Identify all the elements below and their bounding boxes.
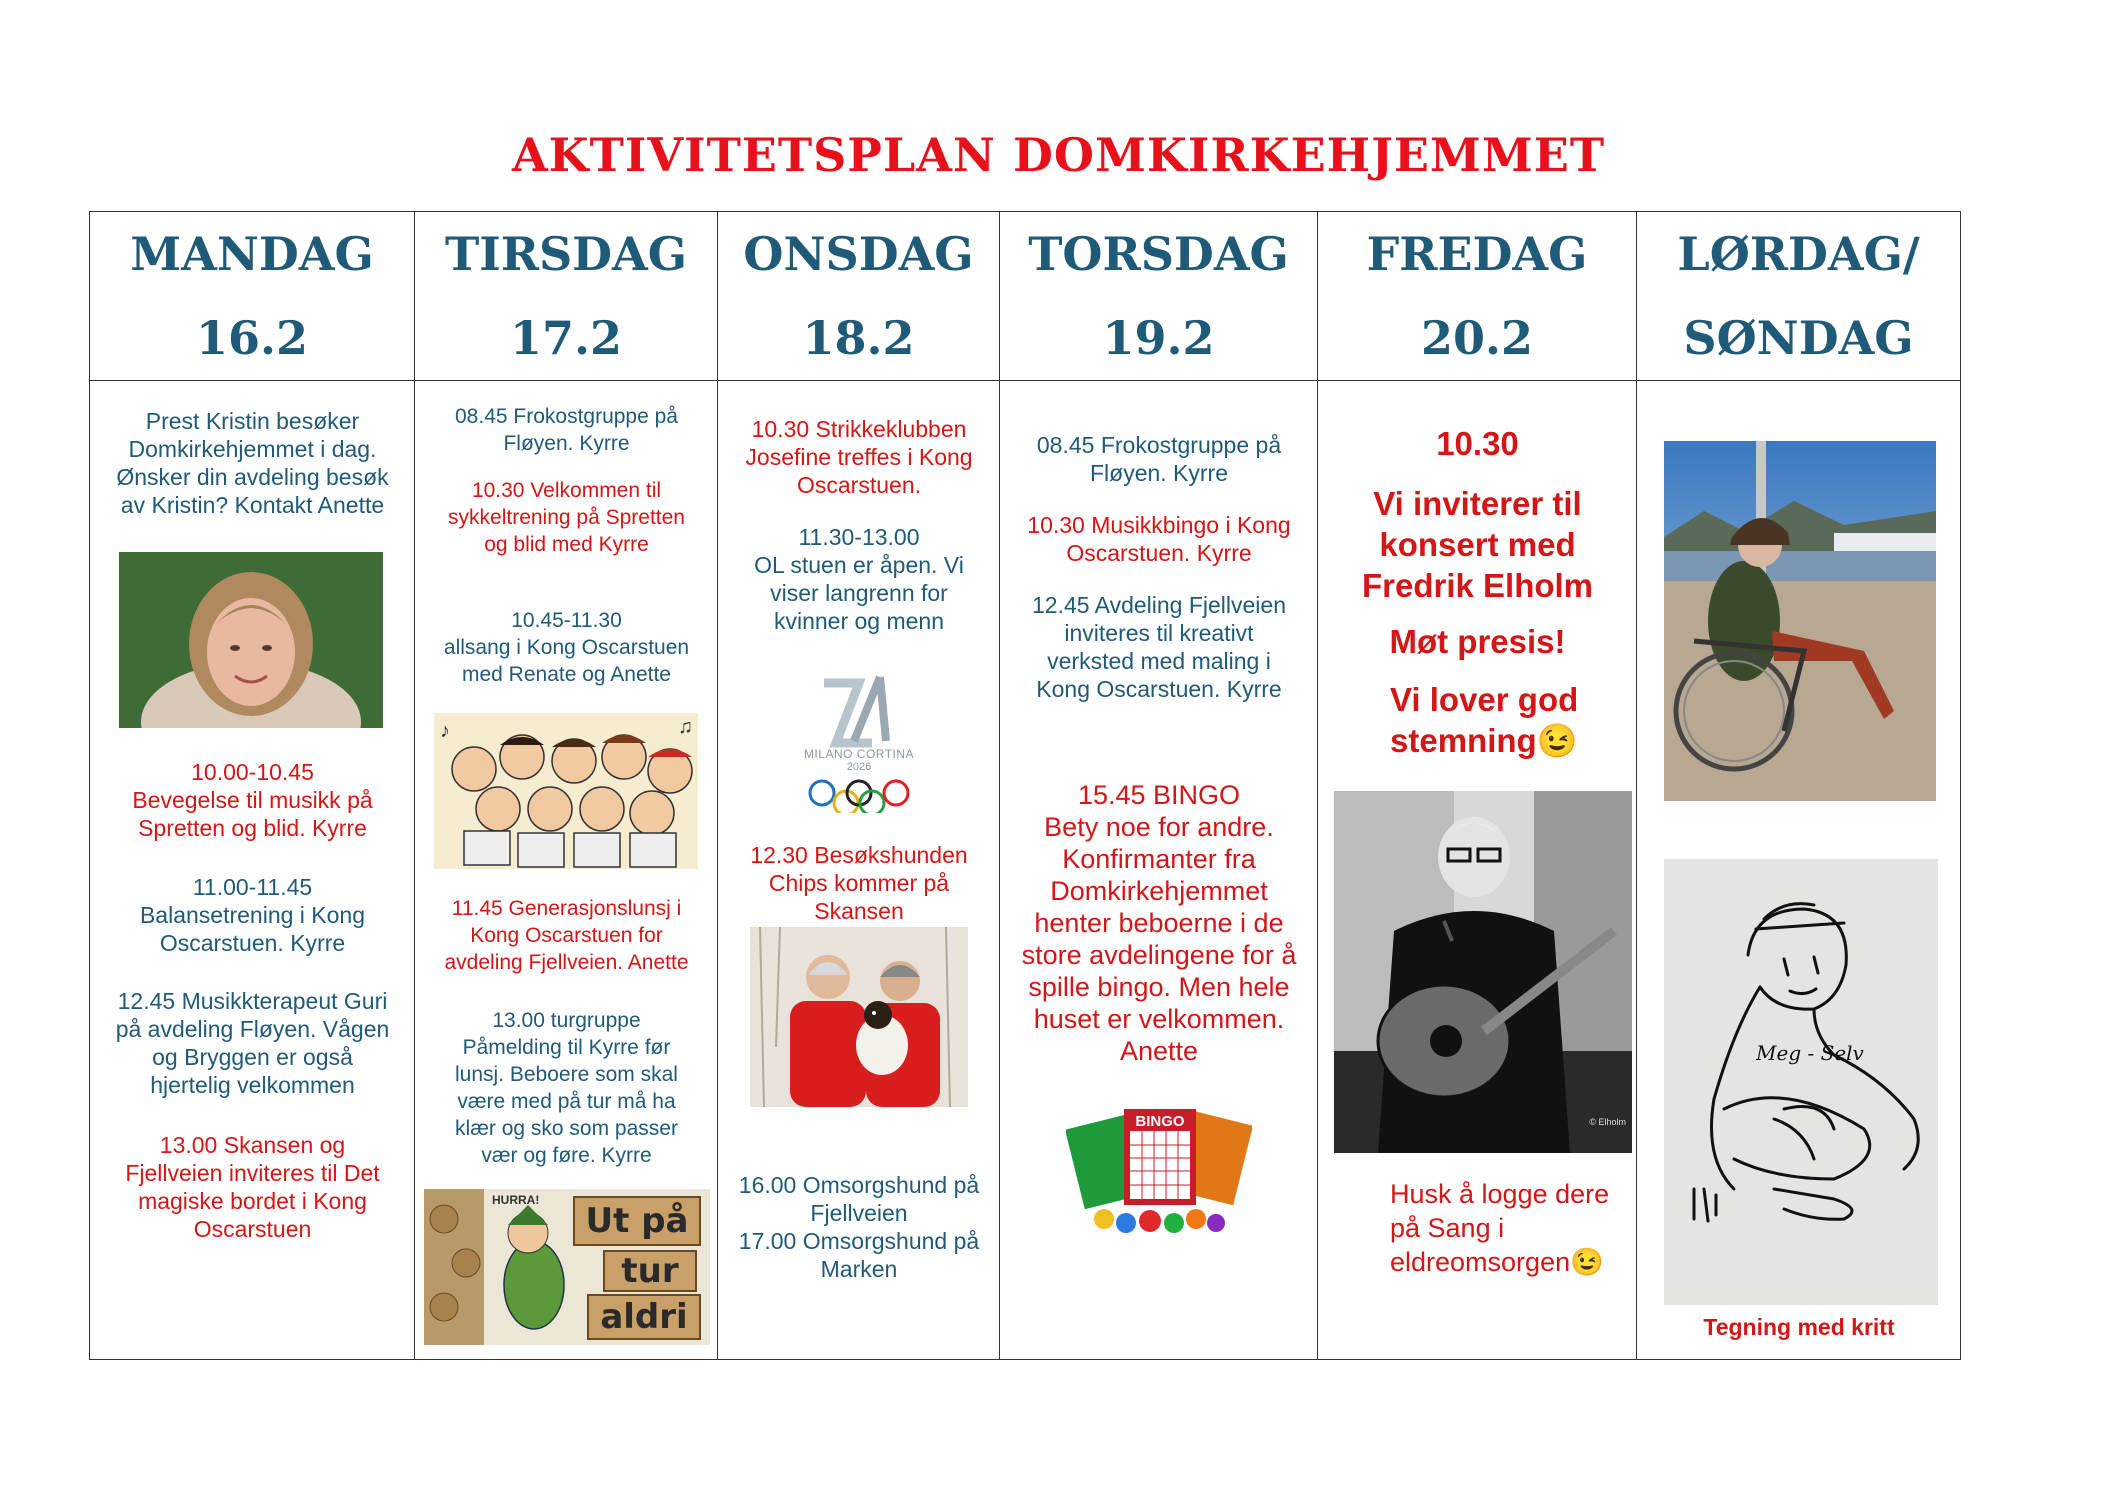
page-title: AKTIVITETSPLAN DOMKIRKEHJEMMET — [511, 128, 1606, 182]
musikkbingo-text: 10.30 Musikkbingo i Kong Oscarstuen. Kyrre — [1027, 512, 1291, 566]
balanse-text: 11.00-11.45 Balansetrening i Kong Oscarstuen. Kyrre — [139, 874, 366, 956]
turgruppe-text: 13.00 turgruppe Påmelding til Kyrre før lunsj. Beboere som skal være med på tur må ha klær og sko som passer vær og føre. Kyrre — [455, 1009, 678, 1167]
wheelchair-photo — [1664, 441, 1936, 801]
torsdag-frokost-text: 08.45 Frokostgruppe på Fløyen. Kyrre — [1036, 432, 1282, 486]
stemning-text: Vi lover god stemning😉 — [1390, 681, 1579, 759]
torsdag-cell — [1000, 381, 1318, 1360]
bingo-card-label: BINGO — [1135, 1113, 1185, 1130]
kritt-drawing — [1664, 859, 1938, 1305]
bevegelse-text: 10.00-10.45 Bevegelse til musikk på Spretten og blid. Kyrre — [132, 759, 373, 841]
mot-presis-text: Møt presis! — [1389, 623, 1566, 660]
konsert-text: Vi inviterer til konsert med Fredrik Elholm — [1361, 485, 1594, 604]
mandag-cell — [90, 381, 415, 1360]
sign-line-3: aldri — [600, 1297, 688, 1337]
skansen-text: 13.00 Skansen og Fjellveien inviteres til Det magiske bordet i Kong Oscarstuen — [125, 1132, 380, 1242]
tirsdag-frokost-text: 08.45 Frokostgruppe på Fløyen. Kyrre — [455, 405, 678, 455]
allsang-text: 10.45-11.30 allsang i Kong Oscarstuen med Renate og Anette — [443, 609, 690, 686]
sign-line-1: Ut på — [585, 1201, 689, 1241]
besokshund-text: 12.30 Besøkshunden Chips kommer på Skansen — [750, 842, 968, 924]
activity-table — [89, 211, 1961, 1360]
generasjonslunsj-text: 11.45 Generasjonslunsj i Kong Oscarstuen for avdeling Fjellveien. Anette — [444, 897, 689, 974]
singing-choir-image — [434, 713, 698, 869]
bingo-cards-image — [1066, 1101, 1252, 1237]
musikkterapi-text: 12.45 Musikkterapeut Guri på avdeling Fløyen. Vågen og Bryggen er også hjertelig velkommen — [115, 988, 390, 1098]
svg-text:♫: ♫ — [678, 716, 693, 738]
verksted-text: 12.45 Avdeling Fjellveien inviteres til kreativt verksted med maling i Kong Oscarstuen. Kyrre — [1031, 592, 1287, 702]
konsert-time: 10.30 — [1436, 425, 1519, 462]
ol-stuen-text: 11.30-13.00 OL stuen er åpen. Vi viser langrenn for kvinner og menn — [754, 524, 964, 634]
day-header-helg: LØRDAG/ SØNDAG — [1637, 212, 1961, 381]
prest-kristin-photo — [119, 552, 383, 728]
hurra-label: HURRA! — [492, 1193, 540, 1207]
fredrik-elholm-photo — [1334, 791, 1632, 1153]
bingo-text: 15.45 BINGO Bety noe for andre. Konfirmanter fra Domkirkehjemmet henter beboerne i de store avdelingene for å spille bingo. Men hele huset er velkommen. Anette — [1021, 780, 1297, 1066]
day-header-torsdag: TORSDAG 19.2 — [1000, 212, 1318, 381]
milano-cortina-logo — [784, 663, 934, 813]
besokshund-photo — [750, 927, 968, 1107]
omsorgshund-text: 16.00 Omsorgshund på Fjellveien 17.00 Omsorgshund på Marken — [738, 1172, 980, 1282]
helg-cell — [1637, 381, 1961, 1360]
svg-text:♪: ♪ — [440, 720, 450, 742]
onsdag-cell — [718, 381, 1000, 1360]
sykkel-text: 10.30 Velkommen til sykkeltrening på Spretten og blid med Kyrre — [448, 479, 685, 556]
day-header-tirsdag: TIRSDAG 17.2 — [415, 212, 718, 381]
photo-credit: © Elholm — [1589, 1117, 1626, 1127]
prest-kristin-text: Prest Kristin besøker Domkirkehjemmet i dag. Ønsker din avdeling besøk av Kristin? Kontakt Anette — [116, 408, 389, 518]
sign-line-2: tur — [621, 1251, 679, 1291]
drawing-caption: Tegning med kritt — [1703, 1314, 1895, 1340]
day-header-mandag: MANDAG 16.2 — [90, 212, 415, 381]
drawing-text: Meg - Selv — [1756, 1041, 1864, 1065]
logg-paa-text: Husk å logge dere på Sang i eldreomsorgen😉 — [1390, 1179, 1610, 1277]
fredag-cell — [1318, 381, 1637, 1360]
day-header-fredag: FREDAG 20.2 — [1318, 212, 1637, 381]
logo-text: MILANO CORTINA — [803, 747, 915, 761]
tirsdag-cell — [415, 381, 718, 1360]
day-header-onsdag: ONSDAG 18.2 — [718, 212, 1000, 381]
strikkeklubben-text: 10.30 Strikkeklubben Josefine treffes i Kong Oscarstuen. — [745, 416, 973, 498]
ut-paa-tur-image — [424, 1189, 710, 1345]
logo-year: 2026 — [846, 761, 872, 773]
